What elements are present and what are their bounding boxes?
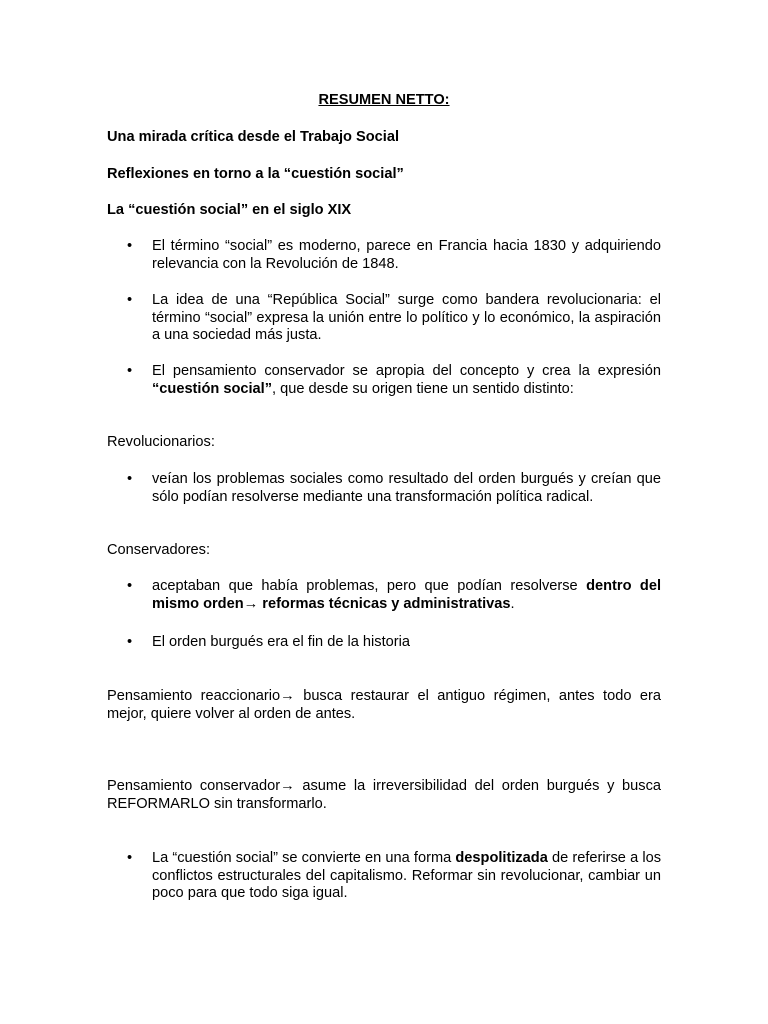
- paragraph-pensamiento-conservador: Pensamiento conservador→ asume la irreversibilidad del orden burgués y busca REFORMARLO sin transformarlo.: [107, 778, 661, 812]
- list-item: [107, 471, 661, 506]
- bullet-icon: •: [127, 471, 133, 487]
- list-item: [107, 238, 661, 273]
- bullet-text-revolucionarios: veían los problemas sociales como resultado del orden burgués y creían que sólo podían resolverse mediante una transformación política radical.: [152, 471, 661, 505]
- bullet-text-conservadores-reformas: aceptaban que había problemas, pero que podían resolverse dentro del mismo orden→ reformas técnicas y administrativas.: [152, 578, 661, 612]
- list-item: [107, 363, 661, 398]
- list-item: [107, 578, 661, 613]
- list-item: [107, 850, 661, 903]
- bullet-text-despolitizada: La “cuestión social” se convierte en una forma despolitizada de referirse a los conflictos estructurales del capitalismo. Reformar sin revolucionar, cambiar un poco para que todo siga igual.: [152, 850, 661, 901]
- heading-reflexiones: Reflexiones en torno a la “cuestión social”: [107, 166, 404, 182]
- bold-cuestion-social: “cuestión social”: [152, 380, 273, 397]
- bullet-icon: •: [127, 363, 133, 379]
- heading-siglo-xix: La “cuestión social” en el siglo XIX: [107, 202, 352, 218]
- heading-mirada-critica: Una mirada crítica desde el Trabajo Social: [107, 129, 399, 145]
- bullet-text-pensamiento-conservador: El pensamiento conservador se apropia del concepto y crea la expresión “cuestión social”, que desde su origen tiene un sentido distinto:: [152, 363, 661, 397]
- document-title: RESUMEN NETTO:: [318, 92, 450, 108]
- list-item: [107, 292, 661, 345]
- list-item: [107, 634, 661, 652]
- bullet-icon: •: [127, 292, 133, 308]
- bullet-text-fin-historia: El orden burgués era el fin de la historia: [152, 634, 410, 650]
- bullet-icon: •: [127, 578, 133, 594]
- label-revolucionarios: Revolucionarios:: [107, 434, 215, 450]
- bullet-icon: •: [127, 850, 133, 866]
- bullet-icon: •: [127, 238, 133, 254]
- bullet-text-termino-social: El término “social” es moderno, parece en Francia hacia 1830 y adquiriendo relevancia con la Revolución de 1848.: [152, 238, 661, 272]
- bold-despolitizada: despolitizada: [455, 850, 548, 866]
- bullet-text-republica-social: La idea de una “República Social” surge como bandera revolucionaria: el término “social” expresa la unión entre lo político y lo económico, la aspiración a una sociedad más justa.: [152, 292, 661, 343]
- label-conservadores: Conservadores:: [107, 542, 211, 558]
- bullet-icon: •: [127, 634, 133, 650]
- bold-dentro-del-mismo-orden: dentro del mismo orden→ reformas técnicas y administrativas: [152, 578, 661, 612]
- paragraph-pensamiento-reaccionario: Pensamiento reaccionario→ busca restaurar el antiguo régimen, antes todo era mejor, quiere volver al orden de antes.: [107, 688, 661, 722]
